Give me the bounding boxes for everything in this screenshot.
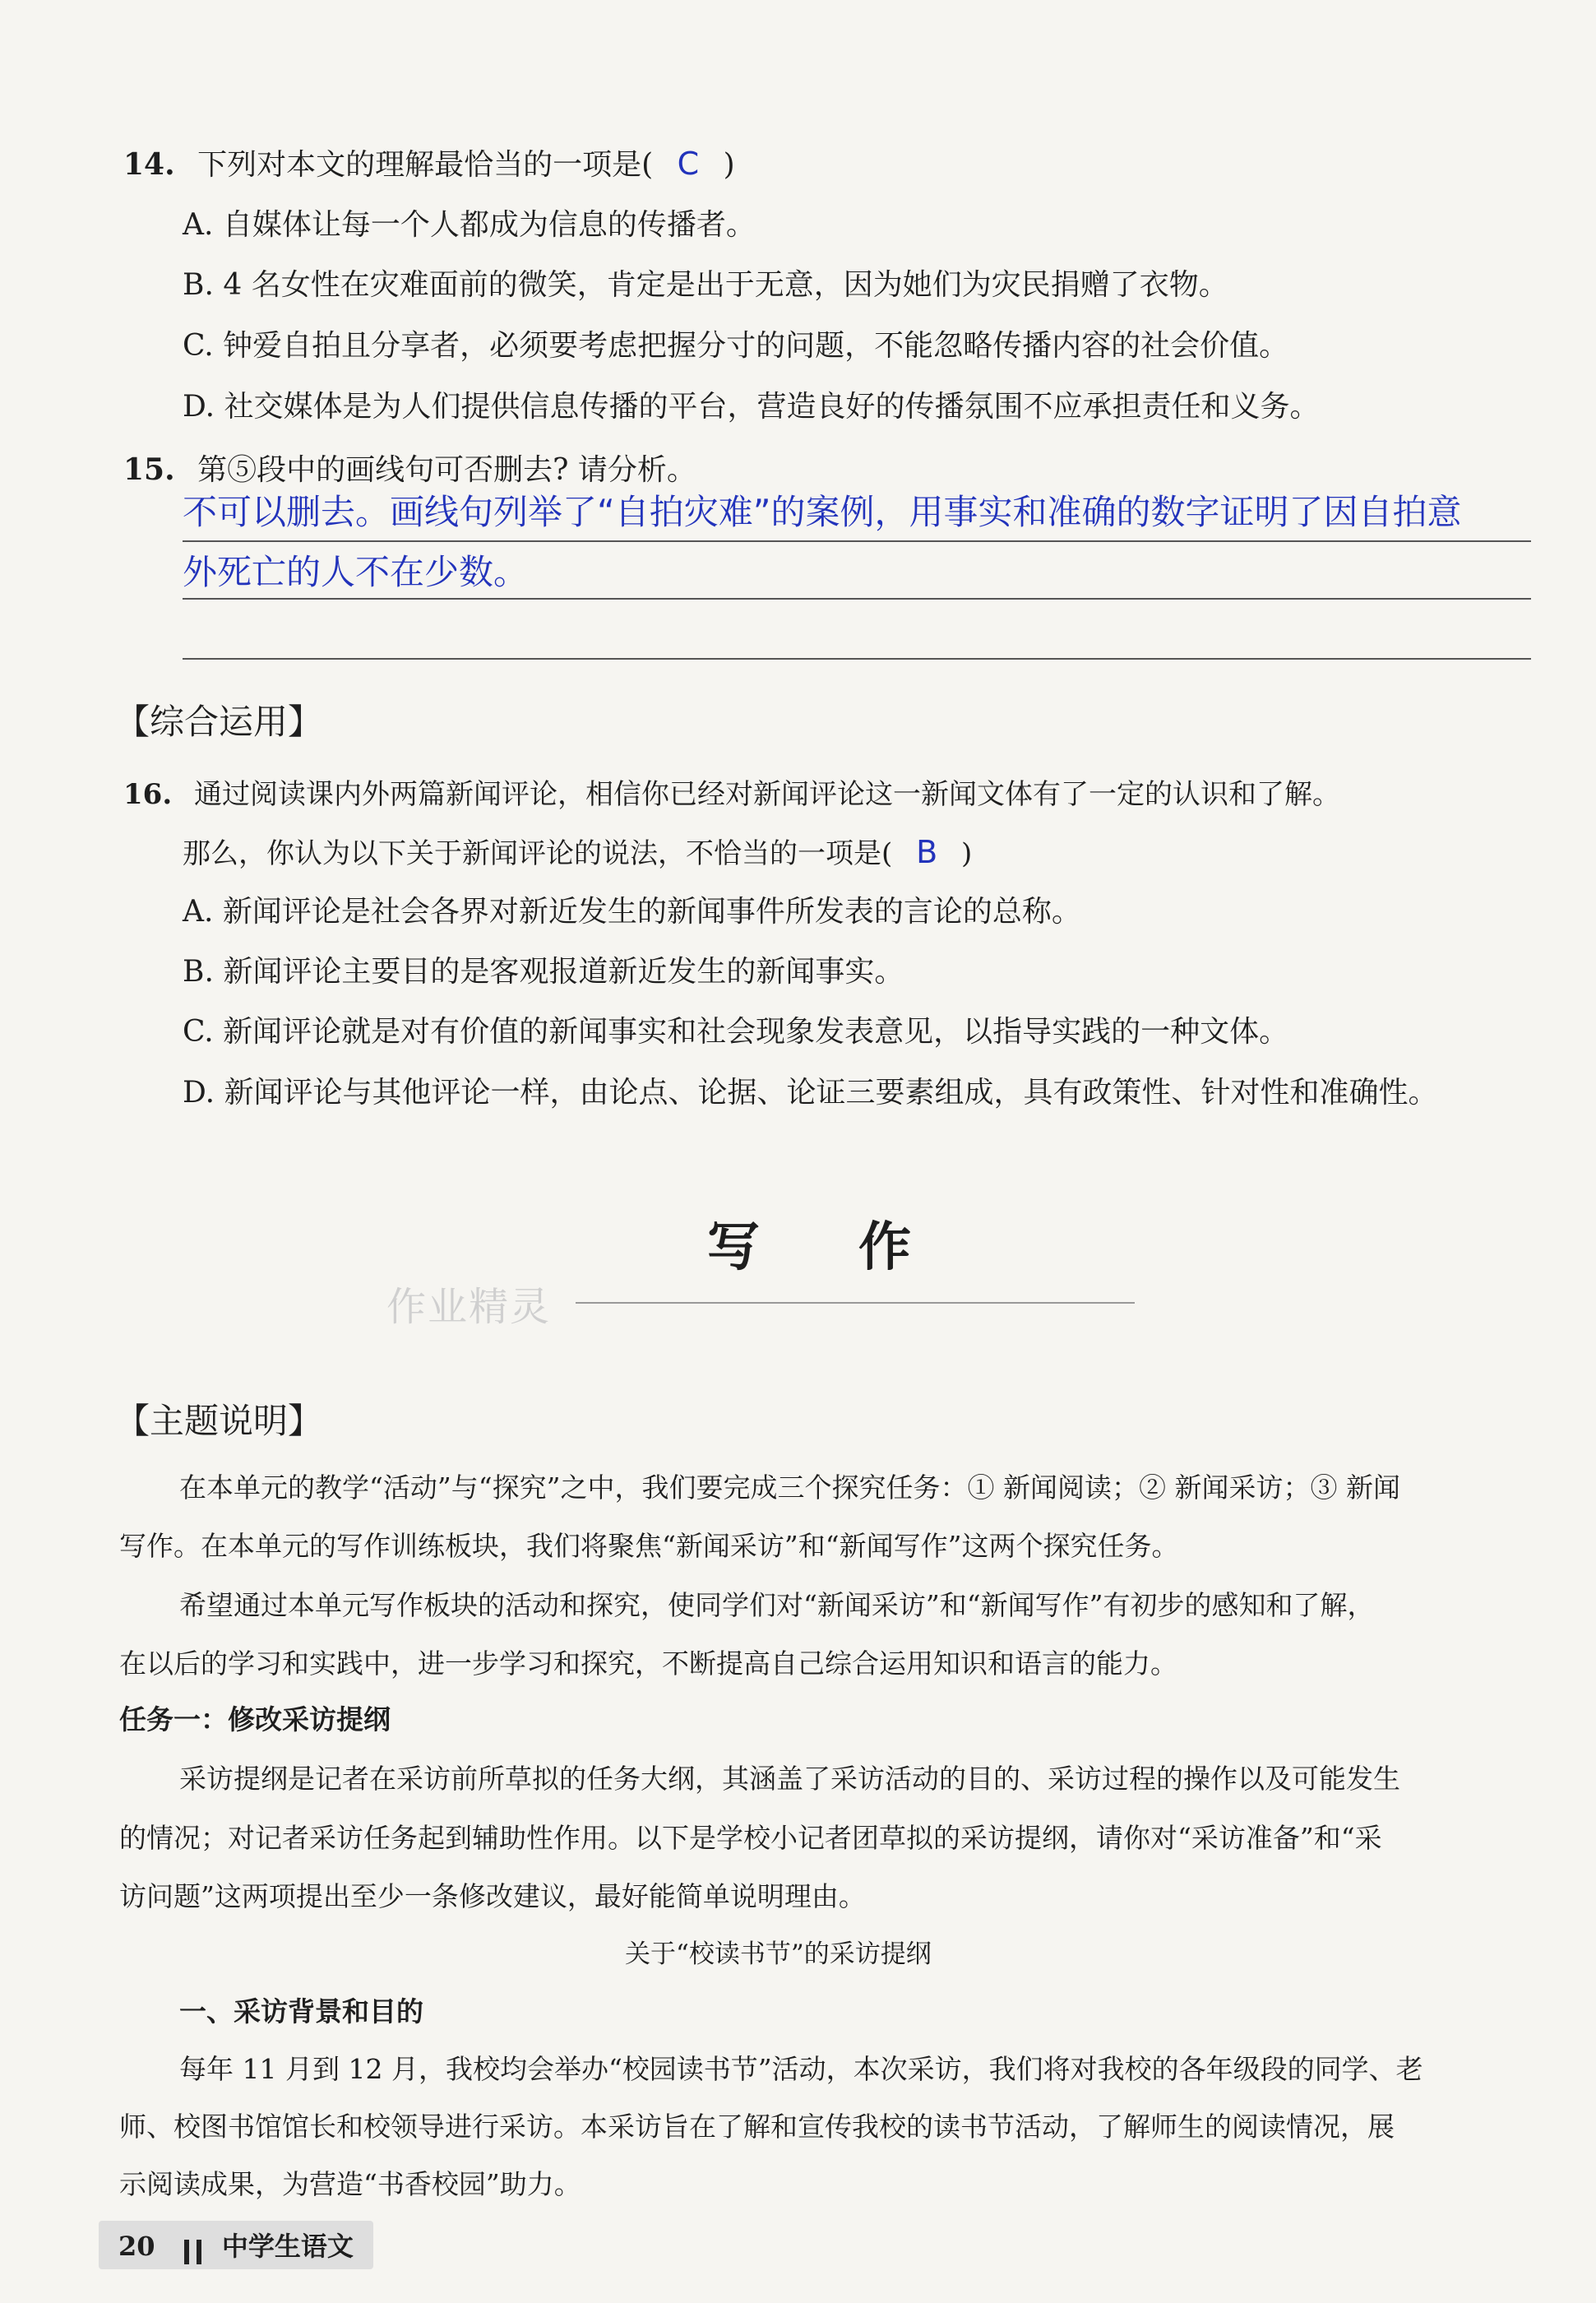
q16-option-b: B. 新闻评论主要目的是客观报道新近发生的新闻事实。 [183, 955, 904, 989]
title-underline [576, 1302, 1135, 1304]
q14-option-a: A. 自媒体让每一个人都成为信息的传播者。 [183, 208, 756, 242]
q16-close: ) [960, 837, 973, 870]
q15-answer-line-1: 不可以删去。画线句列举了“自拍灾难”的案例，用事实和准确的数字证明了因自拍意 [183, 492, 1462, 532]
q16-option-c: C. 新闻评论就是对有价值的新闻事实和社会现象发表意见，以指导实践的一种文体。 [183, 1015, 1289, 1049]
q16-number: 16. [123, 778, 173, 811]
q16-option-a: A. 新闻评论是社会各界对新近发生的新闻事件所发表的言论的总称。 [183, 895, 1081, 929]
outline-paragraph-line: 每年 11 月到 12 月，我校均会举办“校园读书节”活动，本次采访，我们将对我校的各年级段的同学、老 [179, 2053, 1423, 2085]
outline-paragraph-line: 示阅读成果，为营造“书香校园”助力。 [119, 2168, 581, 2200]
section-comprehensive-heading: 【综合运用】 [115, 702, 323, 742]
writing-title: 写作 [707, 1216, 1010, 1278]
journal-name: 中学生语文 [221, 2231, 354, 2262]
q14-option-d: D. 社交媒体是为人们提供信息传播的平台，营造良好的传播氛围不应承担责任和义务。 [183, 390, 1320, 424]
task1-heading: 任务一：修改采访提纲 [119, 1703, 391, 1735]
q16-stem-row-1 [123, 772, 1340, 812]
task1-paragraph-line: 采访提纲是记者在采访前所草拟的任务大纲，其涵盖了采访活动的目的、采访过程的操作以及可能发生 [179, 1763, 1400, 1795]
q14-stem: 下列对本文的理解最恰当的一项是( [197, 148, 654, 182]
outline-section-1-heading: 一、采访背景和目的 [179, 1995, 423, 2027]
q14-answer: C [677, 146, 700, 182]
page-number: 20 [118, 2231, 155, 2262]
q14-close: ) [723, 148, 735, 182]
q16-stem-row-2 [183, 831, 972, 871]
q16-stem-line-2: 那么，你认为以下关于新闻评论的说法，不恰当的一项是( [183, 837, 893, 870]
theme-paragraph-line: 希望通过本单元写作板块的活动和探究，使同学们对“新闻采访”和“新闻写作”有初步的感知和了解， [179, 1589, 1375, 1621]
q14-option-b: B. 4 名女性在灾难面前的微笑，肯定是出于无意，因为她们为灾民捐赠了衣物。 [183, 268, 1228, 302]
q16-option-d: D. 新闻评论与其他评论一样，由论点、论据、论证三要素组成，具有政策性、针对性和准确性。 [183, 1076, 1438, 1110]
q14-stem-row [123, 141, 735, 183]
theme-paragraph-line: 在以后的学习和实践中，进一步学习和探究，不断提高自己综合运用知识和语言的能力。 [119, 1647, 1177, 1680]
theme-paragraph-line: 写作。在本单元的写作训练板块，我们将聚焦“新闻采访”和“新闻写作”这两个探究任务。 [119, 1530, 1179, 1562]
q16-answer: B [916, 834, 938, 870]
footer-divider-icon [184, 2240, 189, 2264]
answer-rule-3 [183, 658, 1531, 660]
outline-paragraph-line: 师、校图书馆馆长和校领导进行采访。本采访旨在了解和宣传我校的读书节活动，了解师生的阅读情况，展 [119, 2111, 1395, 2143]
q16-stem-line-1: 通过阅读课内外两篇新闻评论，相信你已经对新闻评论这一新闻文体有了一定的认识和了解。 [193, 778, 1340, 811]
q14-option-c: C. 钟爱自拍且分享者，必须要考虑把握分寸的问题，不能忽略传播内容的社会价值。 [183, 329, 1289, 363]
theme-paragraph-line: 在本单元的教学“活动”与“探究”之中，我们要完成三个探究任务：① 新闻阅读；② 新闻采访；③ 新闻 [179, 1471, 1400, 1504]
page-footer [99, 2221, 373, 2269]
section-theme-heading: 【主题说明】 [115, 1401, 323, 1441]
watermark-logo: 作业精灵 [386, 1284, 552, 1330]
q15-number: 15. [123, 452, 175, 487]
outline-title: 关于“校读书节”的采访提纲 [625, 1939, 932, 1969]
q15-answer-line-2: 外死亡的人不在少数。 [183, 552, 529, 592]
answer-rule-2 [183, 598, 1531, 600]
answer-rule-1 [183, 540, 1531, 542]
footer-divider-icon [197, 2240, 201, 2264]
q14-number: 14. [123, 147, 175, 182]
q15-stem-row [123, 447, 696, 489]
task1-paragraph-line: 的情况；对记者采访任务起到辅助性作用。以下是学校小记者团草拟的采访提纲，请你对“采访准备”和“采 [119, 1822, 1382, 1854]
task1-paragraph-line: 访问题”这两项提出至少一条修改建议，最好能简单说明理由。 [119, 1880, 866, 1912]
q15-stem: 第⑤段中的画线句可否删去? 请分析。 [197, 453, 696, 487]
